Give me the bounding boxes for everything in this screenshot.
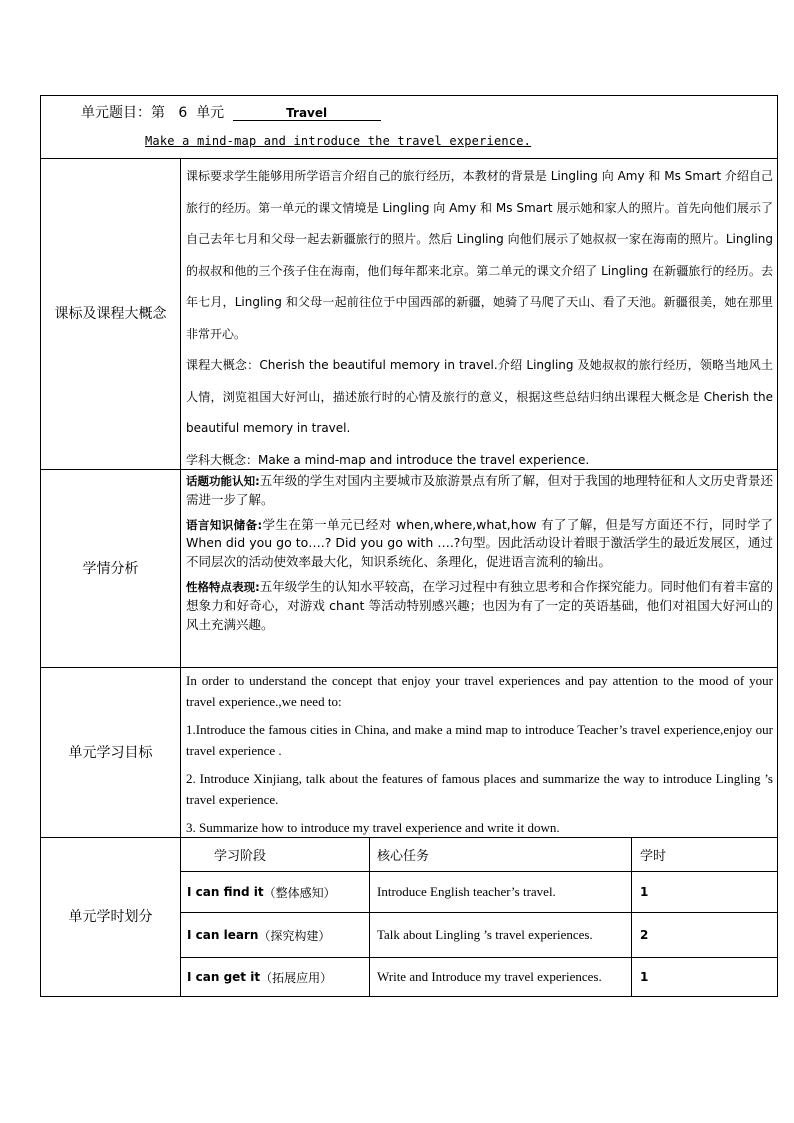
- stage-cn: （整体感知）: [263, 885, 336, 900]
- unit-topic: Travel: [233, 106, 381, 121]
- curriculum-paragraph: 课标要求学生能够用所学语言介绍自己的旅行经历，本教材的背景是 Lingling 向 Amy 和 Ms Smart 介绍自己旅行的经历。第一单元的课文情境是 Lingling 向 Amy 和 Ms Smart 展示她和家人的照片。首先向他们展示了自己去年七月和父母一起去新疆旅行的照片。然后 Lingling 向他们展示了她叔叔一家在海南的照片。Lingling 的叔叔和他的三个孩子住在海南，他们每年都来北京。第二单元的课文介绍了 Lingling 在新疆旅行的经历。去年七月，Lingling 和父母一起前往位于中国西部的新疆，她骑了马爬了天山、看了天池。新疆很美，她在那里非常开心。: [186, 169, 773, 341]
- curriculum-row: [41, 158, 777, 469]
- unit-header-row: [41, 96, 777, 158]
- schedule-hours: 1: [640, 885, 649, 899]
- unit-number: 6: [178, 105, 188, 121]
- goals-content: [181, 668, 777, 837]
- analysis-text: 学生在第一单元已经对 when,where,what,how 有了了解，但是写方面还不行，同时学了 When did you go to….? Did you go with ….?句型。因此活动设计着眼于激活学生的最近发展区，通过不同层次的活动使效率最大化，知识系统化、条理化，促进语言流利的输出。: [186, 516, 773, 570]
- stage-en: I can learn: [187, 928, 259, 942]
- curriculum-content: [181, 159, 777, 469]
- unit-subtitle: Make a mind-map and introduce the travel experience.: [145, 134, 532, 148]
- goal-item: 3. Summarize how to introduce my travel experience and write it down.: [186, 820, 560, 835]
- schedule-hours: 2: [640, 928, 649, 942]
- stage-cn: （拓展应用）: [260, 970, 333, 985]
- curriculum-paragraph: 学科大概念：Make a mind-map and introduce the travel experience.: [186, 452, 590, 467]
- analysis-label: 学情分析: [41, 470, 181, 667]
- table-row: [181, 912, 777, 957]
- stage-en: I can find it: [187, 885, 264, 899]
- schedule-task: Talk about Lingling ’s travel experiences.: [370, 913, 632, 957]
- table-row: [181, 871, 777, 912]
- goals-label: 单元学习目标: [41, 668, 181, 837]
- analysis-heading: 话题功能认知:: [186, 474, 260, 488]
- unit-title: [81, 102, 381, 122]
- schedule-hours: 1: [640, 970, 649, 984]
- curriculum-paragraph: 课程大概念：Cherish the beautiful memory in travel.介绍 Lingling 及她叔叔的旅行经历，领略当地风土人情，浏览祖国大好河山，描述旅行时的心情及旅行的意义，根据这些总结归纳出课程大概念是 Cherish the beautiful memory in travel.: [186, 358, 773, 435]
- analysis-text: 五年级的学生对国内主要城市及旅游景点有所了解，但对于我国的地理特征和人文历史背景还需进一步了解。: [186, 473, 773, 507]
- analysis-heading: 性格特点表现:: [186, 579, 260, 594]
- schedule-task: Introduce English teacher’s travel.: [370, 872, 632, 912]
- stage-cn: （探究构建）: [258, 928, 331, 943]
- schedule-header-row: [181, 838, 777, 871]
- schedule-table: [181, 838, 777, 996]
- curriculum-label: 课标及课程大概念: [41, 159, 181, 469]
- analysis-item: [186, 578, 773, 634]
- analysis-text: 五年级学生的认知水平较高，在学习过程中有独立思考和合作探究能力。同时他们有着丰富的想象力和好奇心，对游戏 chant 等活动特别感兴趣；也因为有了一定的英语基础，他们对祖国大好河山的风土充满兴趣。: [186, 578, 773, 632]
- goal-item: In order to understand the concept that enjoy your travel experiences and pay attention to the mood of your travel experience.,we need to:: [186, 673, 773, 709]
- schedule-row: [41, 837, 777, 996]
- schedule-task: Write and Introduce my travel experiences.: [370, 958, 632, 996]
- analysis-item: [186, 516, 773, 572]
- schedule-label: 单元学时划分: [41, 838, 181, 996]
- unit-title-suffix: 单元: [196, 105, 225, 121]
- schedule-header-hours: 学时: [640, 849, 667, 864]
- analysis-content: [181, 470, 777, 667]
- unit-title-prefix: 单元题目：第: [81, 105, 165, 121]
- schedule-header-stage: 学习阶段: [181, 838, 370, 871]
- schedule-stage: [181, 872, 370, 912]
- goal-item: 1.Introduce the famous cities in China, and make a mind map to introduce Teacher’s travel experience,enjoy our travel experience .: [186, 722, 773, 758]
- table-row: [181, 957, 777, 996]
- schedule-stage: [181, 958, 370, 996]
- analysis-item: [186, 472, 773, 510]
- analysis-heading: 语言知识储备:: [186, 517, 263, 532]
- analysis-row: [41, 469, 777, 667]
- goal-item: 2. Introduce Xinjiang, talk about the features of famous places and summarize the way to introduce Lingling ’s travel experience.: [186, 771, 773, 807]
- schedule-header-task: 核心任务: [370, 838, 632, 871]
- unit-plan-table: [40, 95, 778, 997]
- goals-row: [41, 667, 777, 837]
- schedule-stage: [181, 913, 370, 957]
- stage-en: I can get it: [187, 970, 261, 984]
